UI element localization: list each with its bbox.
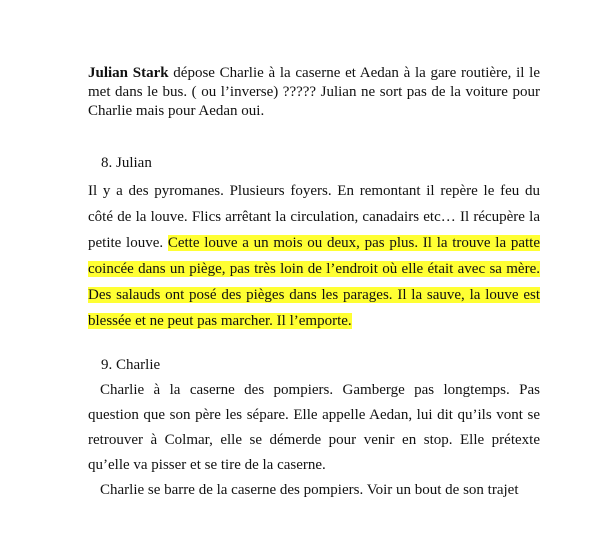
section-9-paragraph-1 xyxy=(88,378,540,478)
section-8-heading: 8. Julian xyxy=(101,155,152,171)
section-9-heading: 9. Charlie xyxy=(101,357,161,373)
section-8-plain-text: Il y a des pyromanes. Plusieurs foyers. En remontant il repère le feu du côté de la louve. Flics arrêtant la circulation, canadairs etc… Il récupère la petite louve. xyxy=(88,183,540,251)
intro-name: Julian Stark xyxy=(88,65,169,81)
section-9-body xyxy=(88,378,540,503)
section-8-highlighted-text: Cette louve a un mois ou deux, pas plus. Il la trouve la patte coincée dans un piège, pas très loin de l’endroit où elle était avec sa mère. Des salauds ont posé des pièges dans les parages. Il la sauve, la louve est blessée et ne peut pas marcher. Il l’emporte. xyxy=(88,235,540,329)
section-9-paragraph-2-text: Charlie se barre de la caserne des pompiers. Voir un bout de son trajet xyxy=(100,482,519,498)
section-9-paragraph-2 xyxy=(88,478,540,503)
section-9-paragraph-1-text: Charlie à la caserne des pompiers. Gamberge pas longtemps. Pas question que son père les sépare. Elle appelle Aedan, lui dit qu’ils vont se retrouver à Colmar, elle se démerde pour venir en stop. Elle prétexte qu’elle va pisser et se tire de la caserne. xyxy=(88,382,540,473)
intro-text: dépose Charlie à la caserne et Aedan à la gare routière, il le met dans le bus. ( ou l’inverse) ????? Julian ne sort pas de la voiture pour Charlie mais pour Aedan oui. xyxy=(88,65,541,119)
section-8-paragraph xyxy=(88,178,540,334)
intro-paragraph xyxy=(88,64,540,121)
